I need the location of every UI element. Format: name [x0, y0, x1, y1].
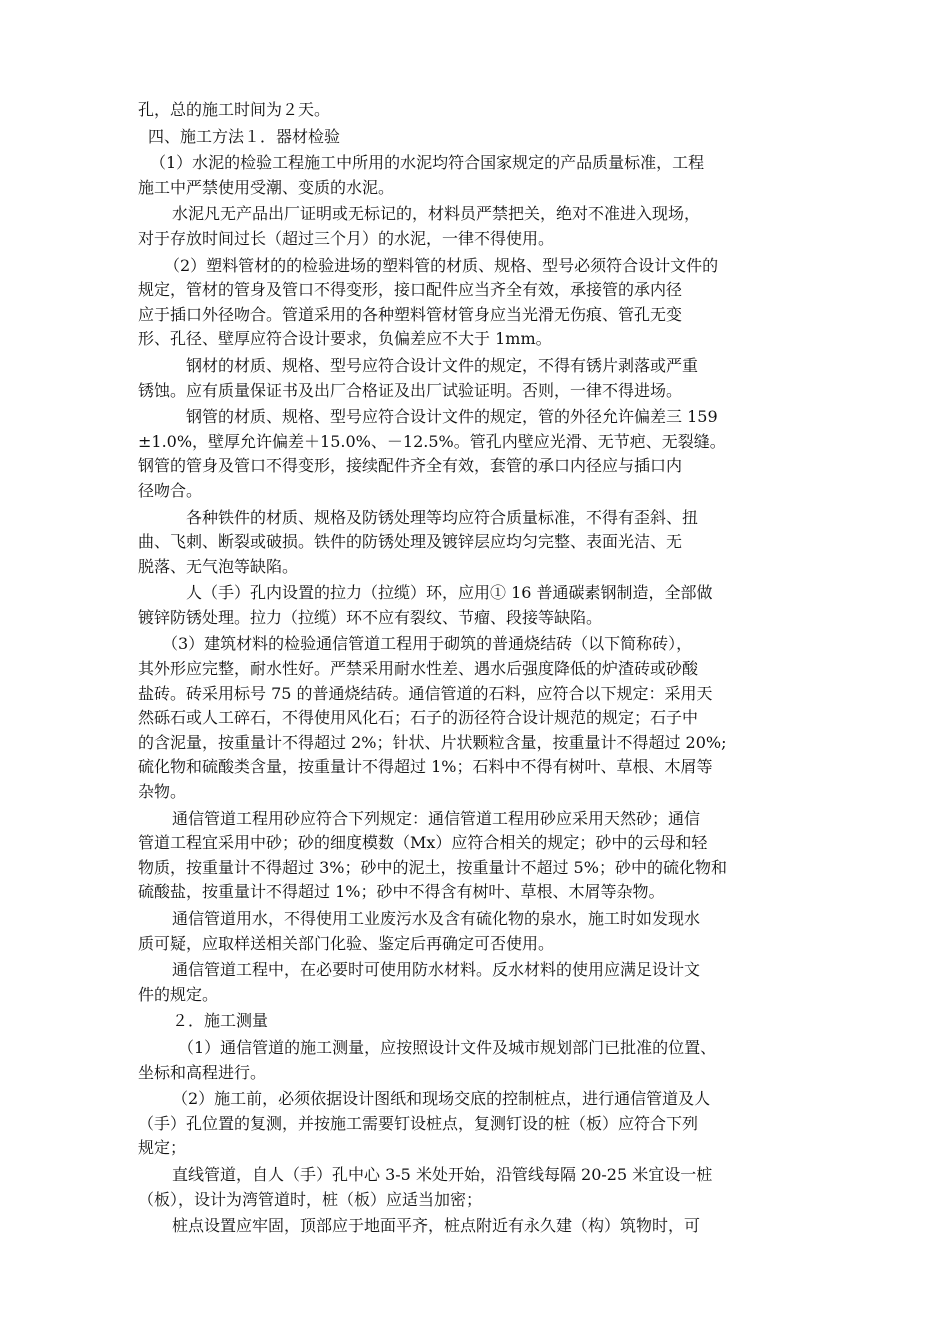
text-line: 钢管的材质、规格、型号应符合设计文件的规定，管的外径允许偏差三 159 [186, 407, 718, 427]
text-line: 施工中严禁使用受潮、变质的水泥。 [138, 177, 395, 197]
paragraph [138, 1214, 826, 1239]
text-line: ±1.0%，壁厚允许偏差＋15.0%、－12.5%。管孔内壁应光滑、无节疤、无裂缝。 [138, 431, 726, 451]
text-line: 规定； [138, 1138, 187, 1158]
paragraph [138, 151, 826, 200]
text-line: 其外形应完整，耐水性好。严禁采用耐水性差、遇水后强度降低的炉渣砖或砂酸 [138, 659, 699, 679]
text-line: 杂物。 [138, 782, 187, 802]
text-line: 钢管的管身及管口不得变形，接续配件齐全有效，套管的承口内径应与插口内 [138, 456, 683, 476]
text-line: 曲、飞刺、断裂或破损。铁件的防锈处理及镀锌层应均匀完整、表面光洁、无 [138, 532, 683, 552]
text-line: （1）水泥的检验工程施工中所用的水泥均符合国家规定的产品质量标准，工程 [150, 153, 705, 173]
paragraph [138, 202, 826, 251]
text-line: 应于插口外径吻合。管道采用的各种塑料管材管身应当光滑无伤痕、管孔无变 [138, 304, 683, 324]
paragraph [138, 807, 826, 905]
text-line: 规定，管材的管身及管口不得变形，接口配件应当齐全有效，承接管的承内径 [138, 280, 683, 300]
paragraph [138, 254, 826, 352]
text-line: 然砾石或人工碎石，不得使用风化石；石子的沥径符合设计规范的规定；石子中 [138, 708, 699, 728]
text-line: 各种铁件的材质、规格及防锈处理等均应符合质量标准，不得有歪斜、扭 [186, 507, 699, 527]
paragraph [138, 958, 826, 1007]
text-line: 通信管道用水，不得使用工业废污水及含有硫化物的泉水，施工时如发现水 [172, 909, 701, 928]
text-line: 物质，按重量计不得超过 3%；砂中的泥土，按重量计不超过 5%；砂中的硫化物和 [138, 857, 727, 877]
text-line: （1）通信管道的施工测量，应按照设计文件及城市规划部门已批准的位置、 [178, 1037, 717, 1057]
paragraph [138, 98, 826, 123]
text-line: 水泥凡无产品出厂证明或无标记的，材料员严禁把关，绝对不准进入现场， [172, 204, 701, 224]
text-line: （2）塑料管材的的检验进场的塑料管的材质、规格、型号必须符合设计文件的 [164, 255, 719, 275]
text-line: 钢材的材质、规格、型号应符合设计文件的规定，不得有锈片剥落或严重 [186, 355, 699, 375]
paragraph [138, 1163, 826, 1212]
text-line: 盐砖。砖采用标号 75 的普通烧结砖。通信管道的石料，应符合以下规定：采用天 [138, 683, 713, 703]
text-line: 质可疑，应取样送相关部门化验、鉴定后再确定可否使用。 [138, 933, 555, 953]
text-line: 硫化物和硫酸类含量，按重量计不得超过 1%；石料中不得有树叶、草根、木屑等 [138, 757, 713, 777]
text-line: （3）建筑材料的检验通信管道工程用于砌筑的普通烧结砖（以下简称砖）， [162, 634, 693, 654]
text-line: 锈蚀。应有质量保证书及出厂合格证及出厂试验证明。否则，一律不得进场。 [138, 380, 683, 400]
text-line: 通信管道工程中，在必要时可使用防水材料。反水材料的使用应满足设计文 [172, 960, 701, 980]
text-line: 形、孔径、壁厚应符合设计要求，负偏差应不大于 1mm。 [138, 329, 552, 349]
text-line: 人（手）孔内设置的拉力（拉缆）环，应用① 16 普通碳素钢制造，全部做 [186, 583, 713, 603]
text-line: （2）施工前，必须依据设计图纸和现场交底的控制桩点，进行通信管道及人 [172, 1089, 711, 1109]
text-line: 径吻合。 [138, 480, 203, 500]
paragraph [138, 907, 826, 956]
text-line: 的含泥量，按重量计不得超过 2%；针状、片状颗粒含量，按重量计不得超过 20%; [138, 732, 727, 752]
paragraph [138, 354, 826, 403]
text-line: 对于存放时间过长（超过三个月）的水泥，一律不得使用。 [138, 228, 555, 248]
text-line: 坐标和高程进行。 [138, 1062, 267, 1082]
paragraph [138, 506, 826, 580]
text-line: 管道工程宜采用中砂；砂的细度模数（Mx）应符合相关的规定；砂中的云母和轻 [138, 833, 708, 853]
text-line: 孔，总的施工时间为２天。 [138, 100, 331, 119]
paragraph [138, 125, 826, 150]
text-line: 通信管道工程用砂应符合下列规定：通信管道工程用砂应采用天然砂；通信 [172, 808, 701, 828]
text-line: （手）孔位置的复测，并按施工需要钉设桩点，复测钉设的桩（板）应符合下列 [138, 1113, 699, 1133]
text-line: 硫酸盐，按重量计不得超过 1%；砂中不得含有树叶、草根、木屑等杂物。 [138, 882, 665, 902]
paragraph [138, 405, 826, 503]
paragraph [138, 581, 826, 630]
paragraph [138, 632, 826, 804]
paragraph [138, 1009, 826, 1034]
text-line: 四、施工方法１．器材检验 [148, 126, 341, 146]
text-line: 直线管道，自人（手）孔中心 3-5 米处开始，沿管线每隔 20-25 米宜设一桩 [172, 1164, 713, 1184]
text-line: 件的规定。 [138, 984, 219, 1004]
text-line: 桩点设置应牢固，顶部应于地面平齐，桩点附近有永久建（构）筑物时，可 [172, 1216, 701, 1236]
text-line: 镀锌防锈处理。拉力（拉缆）环不应有裂纹、节瘤、段接等缺陷。 [138, 607, 603, 627]
text-line: ２．施工测量 [172, 1011, 269, 1031]
text-line: （板），设计为湾管道时，桩（板）应适当加密； [138, 1189, 483, 1209]
paragraph [138, 1087, 826, 1161]
text-line: 脱落、无气泡等缺陷。 [138, 556, 299, 576]
document-body [138, 98, 826, 1239]
paragraph [138, 1036, 826, 1085]
